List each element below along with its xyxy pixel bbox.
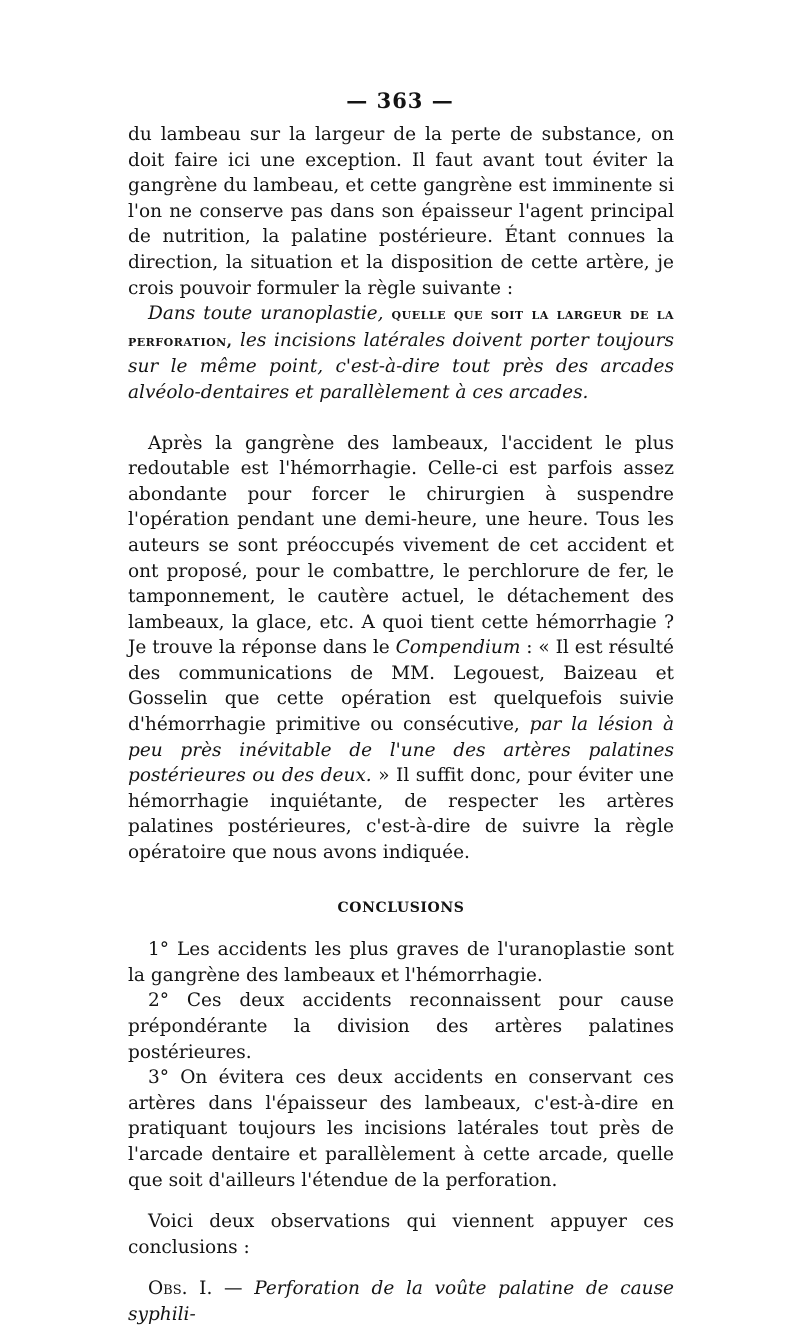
observation-title: Perforation de la voûte palatine de cause syphili- [128, 1278, 675, 1325]
observation-dash: — [224, 1278, 243, 1300]
observation-heading [128, 1276, 674, 1327]
page-number: — 363 — [346, 88, 454, 113]
paragraph-hemorrhage [128, 431, 674, 866]
conclusion-item: 1° Les accidents les plus graves de l'uranoplastie sont la gangrène des lambeaux et l'hémorrhagie. [128, 939, 674, 986]
hemorrhage-text-3: » Il suffit donc, pour éviter une hémorrhagie inquiétante, de respecter les artères palatines postérieures, c'est-à-dire de suivre la règle opératoire que nous avons indiquée. [128, 765, 674, 864]
conclusion-item: 3° On évitera ces deux accidents en conservant ces artères dans l'épaisseur des lambeaux, c'est-à-dire en pratiquant toujours les incisions latérales tout près de l'arcade dentaire et parallèlement à cette arcade, quelle que soit d'ailleurs l'étendue de la perforation. [128, 1067, 674, 1191]
conclusions-heading: CONCLUSIONS [337, 899, 465, 916]
compendium-title: Compendium [395, 637, 521, 659]
conclusion-item: 2° Ces deux accidents reconnaissent pour cause prépondérante la division des artères palatines postérieures. [128, 990, 674, 1063]
body-text [128, 122, 674, 1328]
rule-lead: Dans toute uranoplastie, [148, 303, 384, 325]
rule-paragraph [128, 301, 674, 405]
hemorrhage-text-1: Après la gangrène des lambeaux, l'accident le plus redoutable est l'hémorrhagie. Celle-ci est parfois assez abondante pour forcer le chirurgien à suspendre l'opération pendant une demi-heure, une heure. Tous les auteurs se sont préoccupés vivement de cet accident et ont proposé, pour le combattre, le perchlorure de fer, le tamponnement, le cautère actuel, le détachement des lambeaux, la glace, etc. A quoi tient cette hémorrhagie ? Je trouve la réponse dans le [128, 432, 674, 659]
closing-paragraph: Voici deux observations qui viennent appuyer ces conclusions : [128, 1211, 674, 1258]
observation-label: Obs. I. [148, 1278, 213, 1300]
hemorrhage-quote-italic: par la lésion à peu près inévitable de l'une des artères palatines postérieures ou des deux. [128, 714, 674, 787]
rule-text: les incisions latérales doivent porter toujours sur le même point, c'est-à-dire tout près des arcades alvéolo-dentaires et parallèlement à ces arcades. [128, 329, 674, 403]
hemorrhage-text-2: : « Il est résulté des communications de MM. Legouest, Baizeau et Gosselin que cette opération est quelquefois suivie d'hémorrhagie primitive ou consécutive, [128, 637, 674, 736]
rule-smallcaps: quelle que soit la largeur de la perforation, [128, 305, 674, 350]
paragraph-intro: du lambeau sur la largeur de la perte de substance, on doit faire ici une exception. Il faut avant tout éviter la gangrène du lambeau, et cette gangrène est imminente si l'on ne conserve pas dans son épaisseur l'agent principal de nutrition, la palatine postérieure. Étant connues la direction, la situation et la disposition de cette artère, je crois pouvoir formuler la règle suivante : [128, 124, 674, 299]
